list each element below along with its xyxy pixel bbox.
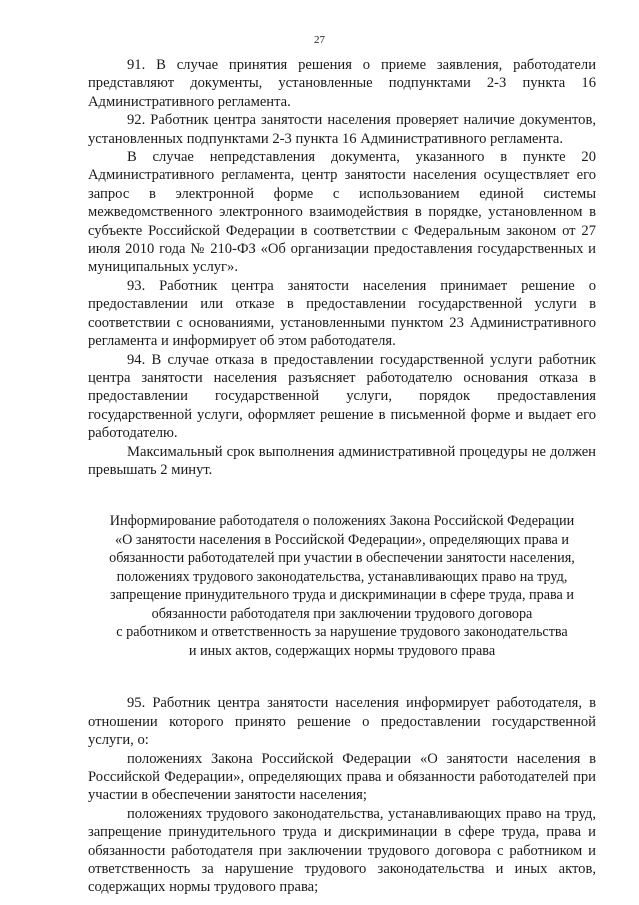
document-body xyxy=(88,56,596,897)
heading-line: запрещение принудительного труда и дискриминации в сфере труда, права и xyxy=(110,587,574,604)
heading-line: и иных актов, содержащих нормы трудового права xyxy=(188,642,496,659)
paragraph-91: 91. В случае принятия решения о приеме заявления, работодатели представляют документы, установленные подпунктами 2-3 пункта 16 Административного регламента. xyxy=(88,57,596,110)
heading-line: с работником и ответственность за нарушение трудового законодательства xyxy=(116,624,568,641)
paragraph-93: 93. Работник центра занятости населения принимает решение о предоставлении или отказе в предоставлении государственной услуги в соответствии с основаниями, установленными пунктом 23 Административного регламента и информирует об этом работодателя. xyxy=(88,277,596,350)
heading-line: Информирование работодателя о положениях Закона Российской Федерации xyxy=(109,513,575,530)
paragraph-95: 95. Работник центра занятости населения информирует работодателя, в отношении которого принято решение о предоставлении государственной услуги, о: xyxy=(88,695,596,749)
paragraph-labor-legislation: положениях трудового законодательства, устанавливающих право на труд, запрещение принудительного труда и дискриминации в сфере труда, права и обязанности работодателя при заключении трудового договора с работником и ответственность за нарушение трудового законодательства и иных актов, содержащих нормы трудового права; xyxy=(88,805,596,896)
paragraph-law-provisions: положениях Закона Российской Федерации «О занятости населения в Российской Федерации», определяющих права и обязанности работодателей при участии в обеспечении занятости населения; xyxy=(88,750,596,804)
heading-line: «О занятости населения в Российской Федерации», определяющих права и xyxy=(115,531,569,548)
heading-line: положениях трудового законодательства, устанавливающих право на труд, xyxy=(116,568,568,585)
section-heading xyxy=(88,512,596,660)
paragraph-94: 94. В случае отказа в предоставлении государственной услуги работник центра занятости населения разъясняет работодателю основания отказа в предоставлении государственной услуги, порядок предоставления государственной услуги, оформляет решение в письменной форме и выдает его работодателю. xyxy=(88,351,596,442)
page-number: 27 xyxy=(314,34,325,46)
paragraph-document-request: В случае непредставления документа, указанного в пункте 20 Административного регламента, центр занятости населения осуществляет его запрос в электронной форме с использованием единой системы межведомственного электронного взаимодействия в порядке, установленном в субъекте Российской Федерации в соответствии с Федеральным законом от 27 июля 2010 года № 210-ФЗ «Об организации предоставления государственных и муниципальных услуг». xyxy=(88,149,596,276)
heading-line: обязанности работодателей при участии в обеспечении занятости населения, xyxy=(109,550,575,567)
heading-line: обязанности работодателя при заключении трудового договора xyxy=(151,605,533,622)
paragraph-92: 92. Работник центра занятости населения проверяет наличие документов, установленных подпунктами 2-3 пункта 16 Административного регламента. xyxy=(88,112,596,147)
paragraph-max-time: Максимальный срок выполнения административной процедуры не должен превышать 2 минут. xyxy=(88,443,596,478)
